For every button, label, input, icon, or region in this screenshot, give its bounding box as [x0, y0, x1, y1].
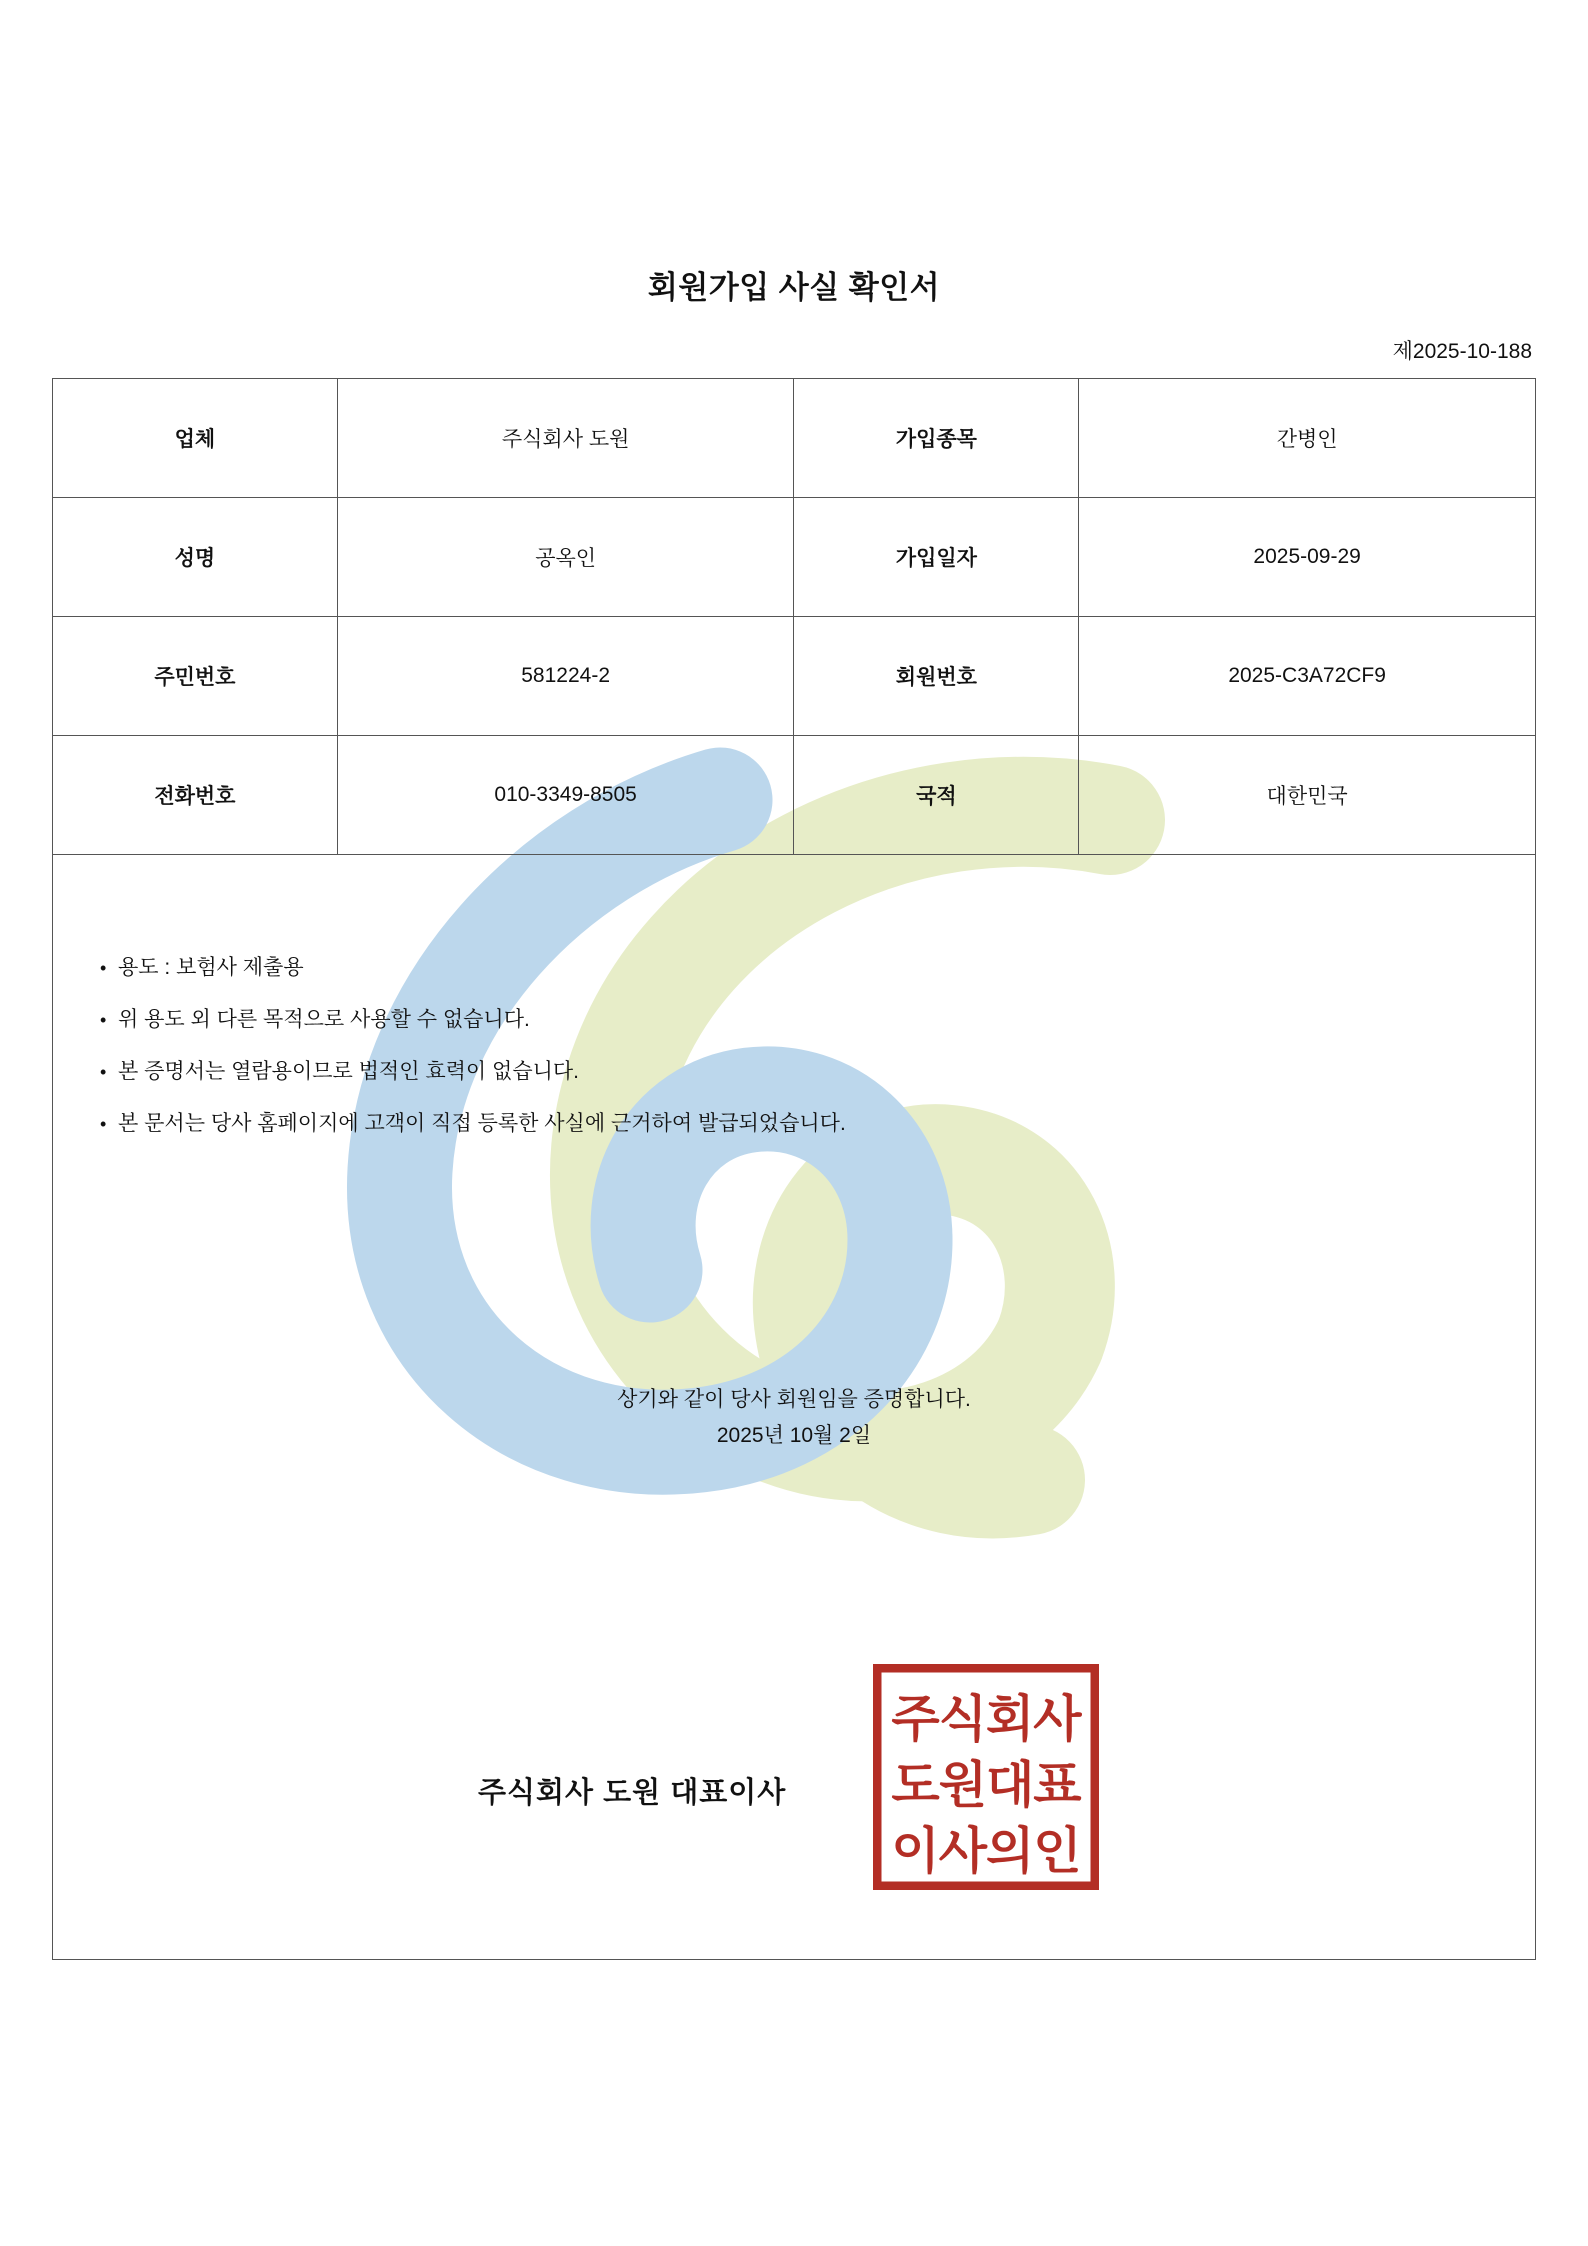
note-text: 위 용도 외 다른 목적으로 사용할 수 없습니다. [118, 1007, 530, 1031]
field-value-membernumber: 2025-C3A72CF9 [1079, 617, 1536, 736]
statement-line-1: 상기와 같이 당사 회원임을 증명합니다. [617, 1388, 971, 1411]
signature-line: 주식회사 도원 대표이사 [478, 1777, 787, 1809]
field-value-company: 주식회사 도원 [337, 379, 794, 498]
field-label-joindate: 가입일자 [794, 498, 1079, 617]
table-row [53, 617, 1536, 736]
field-value-joindate: 2025-09-29 [1079, 498, 1536, 617]
table-row [53, 498, 1536, 617]
field-label-residentnumber: 주민번호 [53, 617, 338, 736]
document-number: 제2025-10-188 [1392, 340, 1532, 363]
table-row [53, 736, 1536, 855]
list-item [100, 1046, 1300, 1098]
note-text: 본 문서는 당사 홈페이지에 고객이 직접 등록한 사실에 근거하여 발급되었습니다. [118, 1111, 846, 1135]
field-value-category: 간병인 [1079, 379, 1536, 498]
bullet-icon: • [100, 957, 107, 978]
field-value-phone: 010-3349-8505 [337, 736, 794, 855]
certification-statement [0, 1382, 1588, 1454]
list-item [100, 994, 1300, 1046]
bullet-icon: • [100, 1009, 107, 1030]
field-label-phone: 전화번호 [53, 736, 338, 855]
member-info-table [52, 378, 1536, 855]
statement-line-2: 2025년 10월 2일 [716, 1424, 872, 1447]
field-label-name: 성명 [53, 498, 338, 617]
page-title: 회원가입 사실 확인서 [647, 270, 941, 305]
field-value-residentnumber: 581224-2 [337, 617, 794, 736]
svg-text:이사의인: 이사의인 [891, 1823, 1081, 1879]
list-item [100, 942, 1300, 994]
field-label-membernumber: 회원번호 [794, 617, 1079, 736]
field-value-name: 공옥인 [337, 498, 794, 617]
list-item [100, 1098, 1300, 1150]
svg-text:주식회사: 주식회사 [891, 1691, 1081, 1747]
field-label-nationality: 국적 [794, 736, 1079, 855]
note-text: 용도 : 보험사 제출용 [118, 956, 304, 979]
bullet-icon: • [100, 1113, 107, 1134]
notes-list [100, 942, 1300, 1150]
field-label-company: 업체 [53, 379, 338, 498]
table-row [53, 379, 1536, 498]
field-value-nationality: 대한민국 [1079, 736, 1536, 855]
svg-text:도원대표: 도원대표 [891, 1757, 1081, 1813]
company-seal-stamp [873, 1664, 1099, 1890]
bullet-icon: • [100, 1061, 107, 1082]
note-text: 본 증명서는 열람용이므로 법적인 효력이 없습니다. [118, 1059, 580, 1083]
field-label-category: 가입종목 [794, 379, 1079, 498]
